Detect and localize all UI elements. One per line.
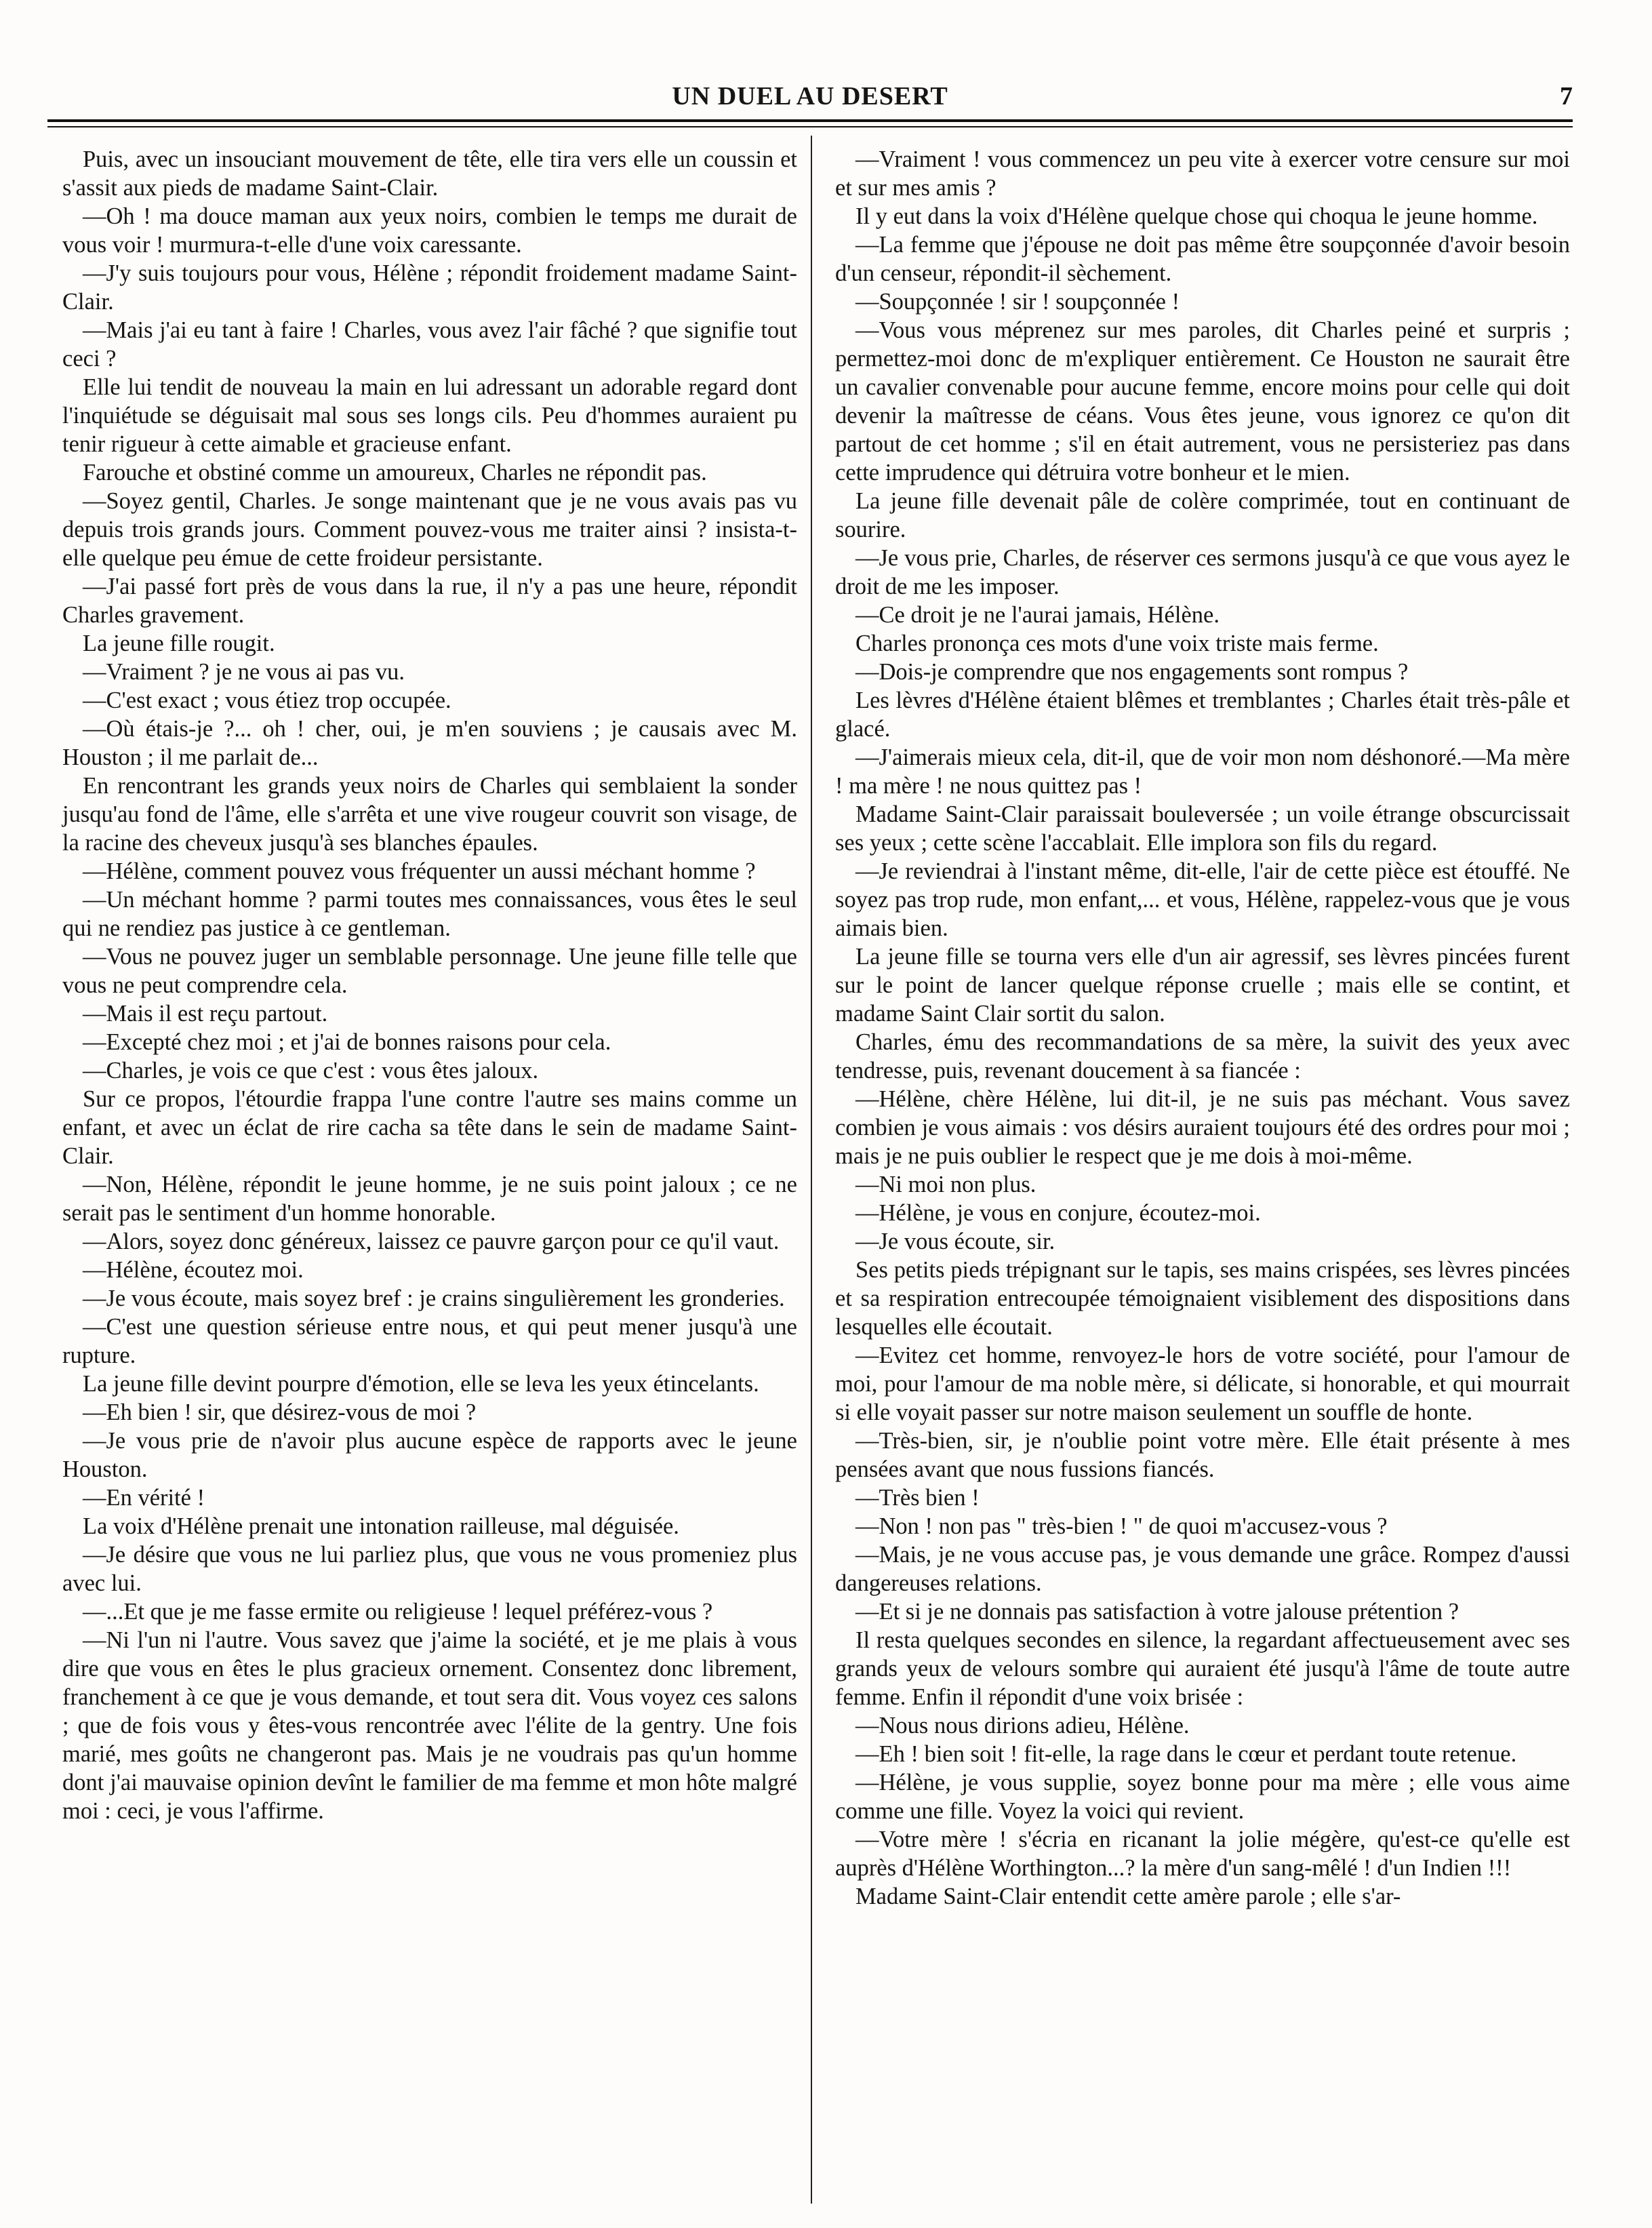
left-column — [62, 145, 797, 1825]
paragraph: —Vous vous méprenez sur mes paroles, dit Charles peiné et surpris ; permettez-moi donc de m'expliquer entièrement. Ce Houston ne saurait être un cavalier convenable pour aucune femme, encore moins pour celle qui doit devenir la maîtresse de céans. Vous êtes jeune, vous ignorez ce qu'on dit partout de cet homme ; s'il en était autrement, vous ne persisteriez pas dans cette imprudence qui détruira votre bonheur et le mien. — [835, 317, 1570, 485]
paragraph: La voix d'Hélène prenait une intonation railleuse, mal déguisée. — [83, 1513, 679, 1539]
paragraph: —Excepté chez moi ; et j'ai de bonnes raisons pour cela. — [83, 1029, 611, 1055]
paragraph: —Je reviendrai à l'instant même, dit-elle, l'air de cette pièce est étouffé. Ne soyez pas trop rude, mon enfant,... et vous, Hélène, rappelez-vous que je vous aimais bien. — [835, 858, 1570, 941]
paragraph: —Mais il est reçu partout. — [83, 1001, 328, 1027]
paragraph: —Soyez gentil, Charles. Je songe maintenant que je ne vous avais pas vu depuis trois grands jours. Comment pouvez-vous me traiter ainsi ? insista-t-elle quelque peu émue de cette froideur persistante. — [62, 488, 797, 571]
paragraph: —Hélène, je vous supplie, soyez bonne pour ma mère ; elle vous aime comme une fille. Voyez la voici qui revient. — [835, 1770, 1570, 1824]
paragraph: La jeune fille rougit. — [83, 631, 275, 656]
paragraph: —Mais, je ne vous accuse pas, je vous demande une grâce. Rompez d'aussi dangereuses relations. — [835, 1542, 1570, 1596]
paragraph: —Hélène, comment pouvez vous fréquenter un aussi méchant homme ? — [83, 858, 756, 884]
paragraph: —J'y suis toujours pour vous, Hélène ; répondit froidement madame Saint-Clair. — [62, 260, 797, 315]
paragraph: Les lèvres d'Hélène étaient blêmes et tremblantes ; Charles était très-pâle et glacé. — [835, 688, 1570, 742]
paragraph: —J'aimerais mieux cela, dit-il, que de voir mon nom déshonoré.—Ma mère ! ma mère ! ne nous quittez pas ! — [835, 744, 1570, 799]
header-rule-thin — [47, 126, 1573, 127]
paragraph: —Hélène, je vous en conjure, écoutez-moi. — [855, 1200, 1261, 1226]
paragraph: —Et si je ne donnais pas satisfaction à votre jalouse prétention ? — [855, 1599, 1459, 1625]
paragraph: —Je vous prie, Charles, de réserver ces sermons jusqu'à ce que vous ayez le droit de me les imposer. — [835, 545, 1570, 599]
paragraph: Il resta quelques secondes en silence, la regardant affectueusement avec ses grands yeux de velours sombre qui auraient été jusqu'à l'âme de toute autre femme. Enfin il répondit d'une voix brisée : — [835, 1627, 1570, 1710]
paragraph: —C'est exact ; vous étiez trop occupée. — [83, 688, 451, 713]
paragraph: —Evitez cet homme, renvoyez-le hors de votre société, pour l'amour de moi, pour l'amour de ma noble mère, si délicate, si honorable, et qui mourrait si elle voyait passer sur notre maison seulement un souffle de honte. — [835, 1342, 1570, 1425]
page-header — [47, 81, 1573, 119]
paragraph: —...Et que je me fasse ermite ou religieuse ! lequel préférez-vous ? — [83, 1599, 713, 1625]
header-rule-thick — [47, 119, 1573, 122]
paragraph: Madame Saint-Clair entendit cette amère parole ; elle s'ar- — [855, 1884, 1401, 1909]
paragraph: Charles prononça ces mots d'une voix triste mais ferme. — [855, 631, 1379, 656]
paragraph: —Dois-je comprendre que nos engagements sont rompus ? — [855, 659, 1409, 685]
paragraph: —Non ! non pas " très-bien ! " de quoi m'accusez-vous ? — [855, 1513, 1388, 1539]
paragraph: —Vraiment ? je ne vous ai pas vu. — [83, 659, 405, 685]
paragraph: Ses petits pieds trépignant sur le tapis, ses mains crispées, ses lèvres pincées et sa respiration entrecoupée témoignaient visiblement des dispositions dans lesquelles elle écoutait. — [835, 1257, 1570, 1340]
paragraph: La jeune fille devint pourpre d'émotion, elle se leva les yeux étincelants. — [83, 1371, 759, 1397]
paragraph: Charles, ému des recommandations de sa mère, la suivit des yeux avec tendresse, puis, revenant doucement à sa fiancée : — [835, 1029, 1570, 1083]
column-divider — [811, 136, 812, 2204]
paragraph: —En vérité ! — [83, 1485, 205, 1511]
paragraph: —Un méchant homme ? parmi toutes mes connaissances, vous êtes le seul qui ne rendiez pas justice à ce gentleman. — [62, 887, 797, 941]
paragraph: —J'ai passé fort près de vous dans la rue, il n'y a pas une heure, répondit Charles gravement. — [62, 574, 797, 628]
paragraph: —Je vous prie de n'avoir plus aucune espèce de rapports avec le jeune Houston. — [62, 1428, 797, 1482]
paragraph: —La femme que j'épouse ne doit pas même être soupçonnée d'avoir besoin d'un censeur, répondit-il sèchement. — [835, 232, 1570, 286]
paragraph: Sur ce propos, l'étourdie frappa l'une contre l'autre ses mains comme un enfant, et avec un éclat de rire cacha sa tête dans le sein de madame Saint-Clair. — [62, 1086, 797, 1169]
paragraph: Puis, avec un insouciant mouvement de tête, elle tira vers elle un coussin et s'assit aux pieds de madame Saint-Clair. — [62, 146, 797, 201]
paragraph: —Vous ne pouvez juger un semblable personnage. Une jeune fille telle que vous ne peut comprendre cela. — [62, 944, 797, 998]
paragraph: —C'est une question sérieuse entre nous, et qui peut mener jusqu'à une rupture. — [62, 1314, 797, 1368]
paragraph: —Soupçonnée ! sir ! soupçonnée ! — [855, 289, 1180, 315]
paragraph: —Je vous écoute, sir. — [855, 1229, 1055, 1254]
paragraph: —Hélène, écoutez moi. — [83, 1257, 304, 1283]
paragraph: Il y eut dans la voix d'Hélène quelque chose qui choqua le jeune homme. — [855, 203, 1538, 229]
paragraph: —Où étais-je ?... oh ! cher, oui, je m'en souviens ; je causais avec M. Houston ; il me parlait de... — [62, 716, 797, 770]
paragraph: La jeune fille se tourna vers elle d'un air agressif, ses lèvres pincées furent sur le point de lancer quelque réponse cruelle ; mais elle se contint, et madame Saint Clair sortit du salon. — [835, 944, 1570, 1027]
paragraph: —Hélène, chère Hélène, lui dit-il, je ne suis pas méchant. Vous savez combien je vous aimais : vos désirs auraient toujours été des ordres pour moi ; mais je ne puis oublier le respect que je me dois à moi-même. — [835, 1086, 1570, 1169]
paragraph: —Je désire que vous ne lui parliez plus, que vous ne vous promeniez plus avec lui. — [62, 1542, 797, 1596]
paragraph: —Mais j'ai eu tant à faire ! Charles, vous avez l'air fâché ? que signifie tout ceci ? — [62, 317, 797, 372]
paragraph: —Alors, soyez donc généreux, laissez ce pauvre garçon pour ce qu'il vaut. — [83, 1229, 780, 1254]
paragraph: —Votre mère ! s'écria en ricanant la jolie mégère, qu'est-ce qu'elle est auprès d'Hélène Worthington...? la mère d'un sang-mêlé ! d'un Indien !!! — [835, 1827, 1570, 1881]
right-column — [835, 145, 1570, 1911]
running-title: UN DUEL AU DESERT — [672, 82, 948, 111]
paragraph: Madame Saint-Clair paraissait bouleversée ; un voile étrange obscurcissait ses yeux ; cette scène l'accablait. Elle implora son fils du regard. — [835, 801, 1570, 856]
paragraph: —Eh ! bien soit ! fit-elle, la rage dans le cœur et perdant toute retenue. — [855, 1741, 1517, 1767]
paragraph: —Charles, je vois ce que c'est : vous êtes jaloux. — [83, 1058, 539, 1083]
paragraph: —Oh ! ma douce maman aux yeux noirs, combien le temps me durait de vous voir ! murmura-t-elle d'une voix caressante. — [62, 203, 797, 258]
paragraph: —Très-bien, sir, je n'oublie point votre mère. Elle était présente à mes pensées avant que nous fussions fiancés. — [835, 1428, 1570, 1482]
paragraph: —Ni l'un ni l'autre. Vous savez que j'aime la société, et je me plais à vous dire que vous en êtes le plus gracieux ornement. Consentez donc librement, franchement à ce que je vous demande, et tout sera dit. Vous voyez ces salons ; que de fois vous y êtes-vous rencontrée avec l'élite de la gentry. Une fois marié, mes goûts ne changeront pas. Mais je ne voudrais pas qu'un homme dont j'ai mauvaise opinion devînt le familier de ma femme et mon hôte malgré moi : ceci, je vous l'affirme. — [62, 1627, 797, 1824]
paragraph: Elle lui tendit de nouveau la main en lui adressant un adorable regard dont l'inquiétude se déguisait mal sous ses longs cils. Peu d'hommes auraient pu tenir rigueur à cette aimable et gracieuse enfant. — [62, 374, 797, 457]
paragraph: En rencontrant les grands yeux noirs de Charles qui semblaient la sonder jusqu'au fond de l'âme, elle s'arrêta et une vive rougeur couvrit son visage, de la racine des cheveux jusqu'à ses blanches épaules. — [62, 773, 797, 856]
page-number: 7 — [1560, 82, 1573, 111]
paragraph: —Ni moi non plus. — [855, 1172, 1036, 1197]
paragraph: —Ce droit je ne l'aurai jamais, Hélène. — [855, 602, 1220, 628]
paragraph: Farouche et obstiné comme un amoureux, Charles ne répondit pas. — [83, 460, 707, 485]
paragraph: —Très bien ! — [855, 1485, 980, 1511]
paragraph: —Vraiment ! vous commencez un peu vite à exercer votre censure sur moi et sur mes amis ? — [835, 146, 1570, 201]
paragraph: —Je vous écoute, mais soyez bref : je crains singulièrement les gronderies. — [83, 1286, 785, 1311]
paragraph: —Eh bien ! sir, que désirez-vous de moi ? — [83, 1399, 477, 1425]
paragraph: La jeune fille devenait pâle de colère comprimée, tout en continuant de sourire. — [835, 488, 1570, 542]
paragraph: —Nous nous dirions adieu, Hélène. — [855, 1713, 1190, 1738]
paragraph: —Non, Hélène, répondit le jeune homme, je ne suis point jaloux ; ce ne serait pas le sentiment d'un homme honorable. — [62, 1172, 797, 1226]
